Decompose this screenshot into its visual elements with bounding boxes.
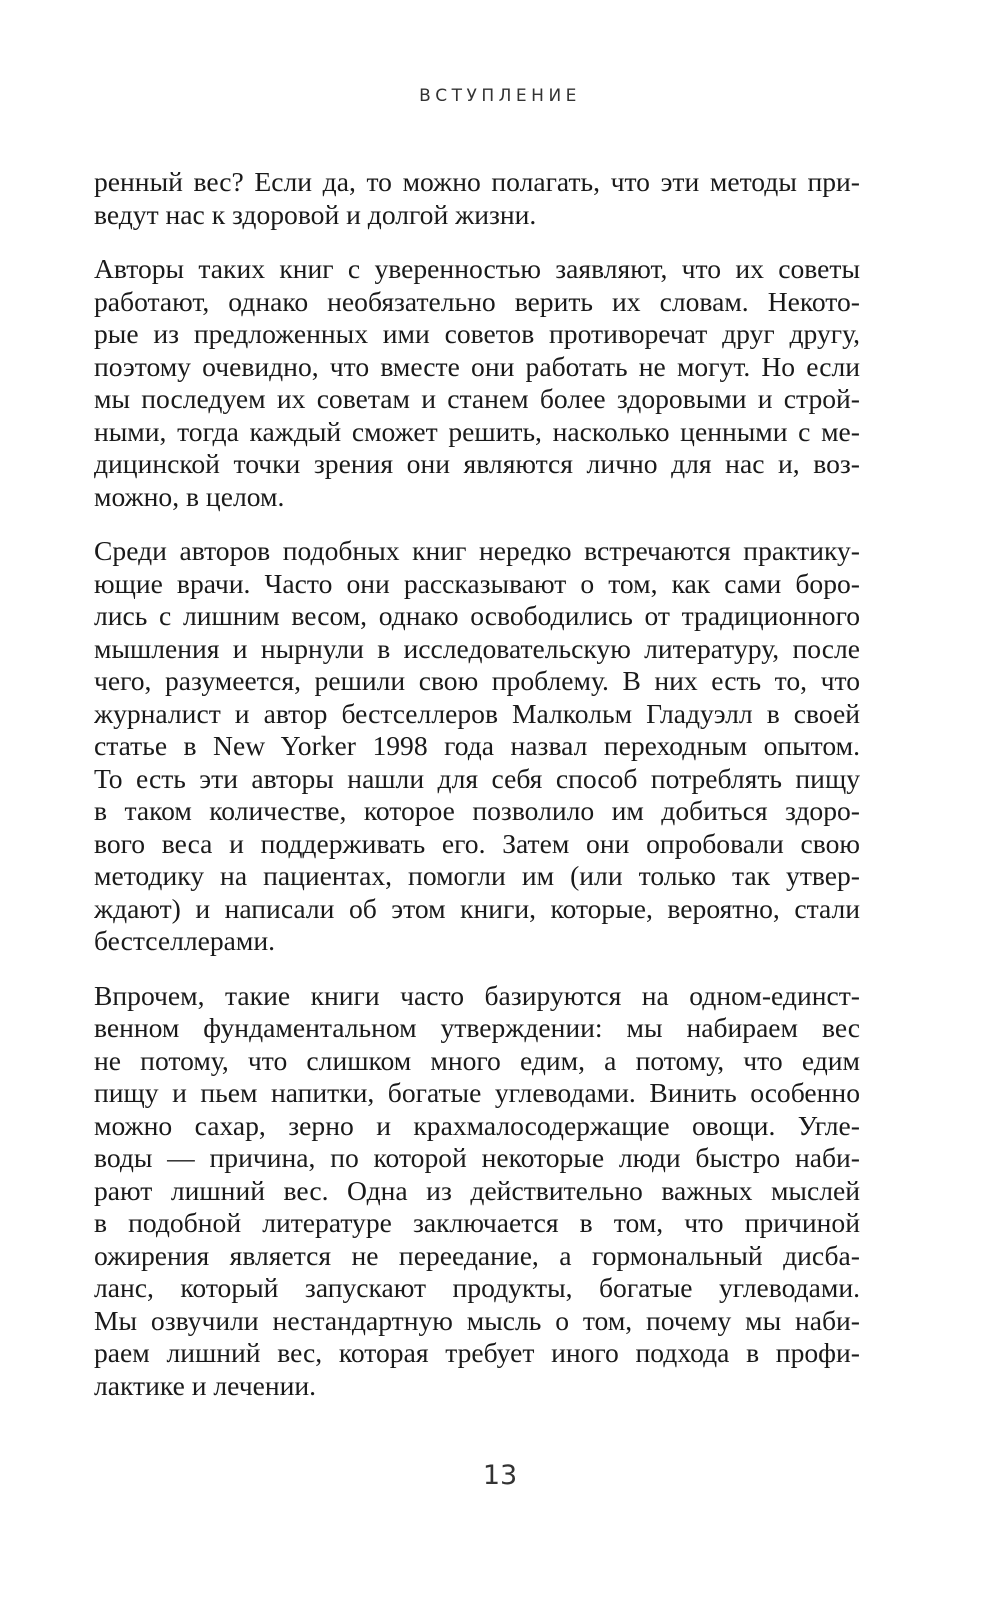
- text-line: То есть эти авторы нашли для себя способ потреблять пищу: [94, 762, 860, 794]
- page-number: 13: [482, 1460, 518, 1491]
- text-line: чего, разумеется, решили свою проблему. В них есть то, что: [94, 665, 860, 696]
- text-line: бестселлерами.: [94, 925, 276, 956]
- text-line: поэтому очевидно, что вместе они работать не могут. Но если: [94, 350, 860, 382]
- text-line: ведут нас к здоровой и долгой жизни.: [94, 198, 537, 230]
- paragraph: [94, 980, 860, 1403]
- text-line: ющие врачи. Часто они рассказывают о том, как сами боро-: [94, 567, 860, 599]
- body-text: [94, 166, 860, 1424]
- text-line: венном фундаментальном утверждении: мы набираем вес: [94, 1012, 860, 1043]
- text-line: ланс, который запускают продукты, богатые углеводами.: [94, 1272, 860, 1303]
- text-line: лактике и лечении.: [94, 1369, 317, 1401]
- text-line: можно сахар, зерно и крахмалосодержащие овощи. Угле-: [94, 1109, 860, 1141]
- text-line: раем лишний вес, которая требует иного подхода в профи-: [94, 1337, 860, 1368]
- text-line: не потому, что слишком много едим, а потому, что едим: [94, 1044, 860, 1076]
- text-line: ожирения является не переедание, а гормональный дисба-: [94, 1239, 860, 1271]
- text-line: мышления и нырнули в исследовательскую литературу, после: [94, 632, 860, 664]
- text-line: воды — причина, по которой некоторые люди быстро наби-: [94, 1142, 860, 1173]
- text-line: Мы озвучили нестандартную мысль о том, почему мы наби-: [94, 1304, 860, 1336]
- text-line: ными, тогда каждый сможет решить, насколько ценными с ме-: [94, 415, 860, 447]
- text-line: мы последуем их советам и станем более здоровыми и строй-: [94, 383, 860, 414]
- text-line: рают лишний вес. Одна из действительно важных мыслей: [94, 1174, 860, 1206]
- text-line: Впрочем, такие книги часто базируются на одном-единст-: [94, 979, 860, 1011]
- text-line: ренный вес? Если да, то можно полагать, что эти методы при-: [94, 166, 860, 197]
- text-line: работают, однако необязательно верить их словам. Некото-: [94, 285, 860, 317]
- text-line: в подобной литературе заключается в том, что причиной: [94, 1207, 860, 1238]
- text-line: журналист и автор бестселлеров Малкольм Гладуэлл в своей: [94, 697, 860, 729]
- text-line: можно, в целом.: [94, 480, 285, 512]
- text-line: лись с лишним весом, однако освободились от традиционного: [94, 600, 860, 631]
- text-line: пищу и пьем напитки, богатые углеводами. Винить особенно: [94, 1077, 860, 1108]
- paragraph: [94, 535, 860, 958]
- paragraph: [94, 166, 860, 231]
- text-line: методику на пациентах, помогли им (или только так утвер-: [94, 860, 860, 891]
- text-line: рые из предложенных ими советов противоречат друг другу,: [94, 318, 860, 349]
- text-line: Авторы таких книг с уверенностью заявляют, что их советы: [94, 253, 860, 284]
- text-line: вого веса и поддерживать его. Затем они опробовали свою: [94, 827, 860, 859]
- text-line: Среди авторов подобных книг нередко встречаются практику-: [94, 535, 860, 566]
- running-title: ВСТУПЛЕНИЕ: [419, 86, 581, 106]
- text-line: ждают) и написали об этом книги, которые, вероятно, стали: [94, 892, 860, 924]
- text-line: статье в New Yorker 1998 года назвал переходным опытом.: [94, 730, 860, 761]
- text-line: в таком количестве, которое позволило им добиться здоро-: [94, 795, 860, 826]
- paragraph: [94, 253, 860, 513]
- text-line: дицинской точки зрения они являются лично для нас и, воз-: [94, 448, 860, 479]
